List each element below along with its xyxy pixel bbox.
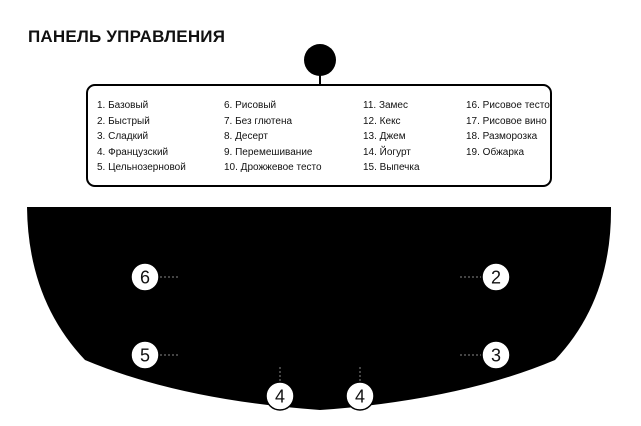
program-item: 6. Рисовый — [224, 100, 277, 111]
callout-label: 5 — [139, 345, 151, 366]
program-item: 17. Рисовое вино — [466, 115, 547, 127]
callout-label: 6 — [139, 267, 151, 288]
program-item: 13. Джем — [363, 131, 406, 143]
callout-label: 4 — [354, 386, 366, 407]
program-item: 19. Обжарка — [466, 146, 525, 158]
program-item: 18. Разморозка — [466, 131, 538, 143]
program-item: 5. Цельнозерновой — [97, 162, 186, 174]
program-item: 3. Сладкий — [97, 131, 149, 143]
callout-label: 4 — [274, 386, 286, 407]
program-item: 7. Без глютена — [224, 115, 293, 127]
page-title: ПАНЕЛЬ УПРАВЛЕНИЯ — [28, 27, 226, 46]
program-item: 4. Французский — [97, 146, 169, 158]
program-item: 16. Рисовое тесто — [466, 100, 550, 111]
program-item: 9. Перемешивание — [224, 146, 313, 158]
control-panel-body — [27, 207, 611, 410]
program-item: 15. Выпечка — [363, 162, 420, 174]
program-item: 8. Десерт — [224, 131, 268, 143]
program-item: 2. Быстрый — [97, 115, 150, 127]
program-item: 11. Замес — [363, 100, 408, 111]
callout-label: 2 — [490, 267, 502, 288]
program-item: 12. Кекс — [363, 115, 401, 127]
program-item: 10. Дрожжевое тесто — [224, 162, 322, 174]
program-item: 1. Базовый — [97, 100, 149, 111]
callout-label: 3 — [490, 345, 502, 366]
program-item: 14. Йогурт — [363, 146, 411, 158]
